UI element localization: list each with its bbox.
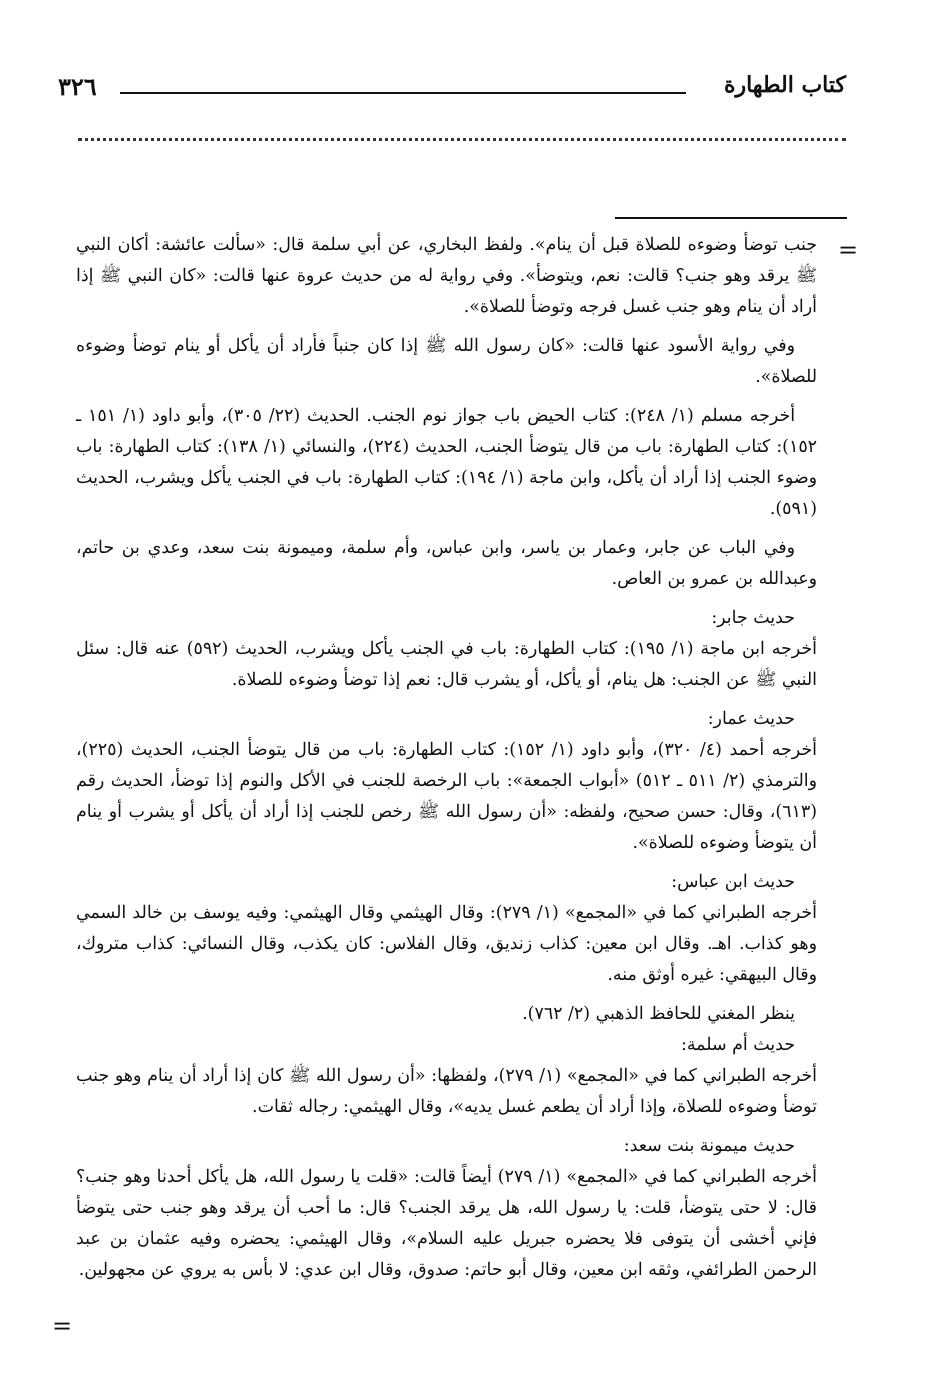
header-rule	[120, 92, 686, 94]
paragraph: وفي رواية الأسود عنها قالت: «كان رسول الله ﷺ إذا كان جنباً فأراد أن يأكل أو ينام توضأ وضوءه للصلاة».	[76, 336, 817, 387]
paragraph: أخرجه الطبراني كما في «المجمع» (١/ ٢٧٩): وقال الهيثمي وقال الهيثمي: وفيه يوسف بن خالد السمي وهو كذاب. اهـ. وقال ابن معين: كذاب زنديق، وقال الفلاس: كان يكذب، وقال النسائي: كذاب متروك، وقال البيهقي: غيره أوثق منه.	[76, 903, 817, 985]
paragraph: أخرجه الطبراني كما في «المجمع» (١/ ٢٧٩) أيضاً قالت: «قلت يا رسول الله، هل يأكل أحدنا وهو جنب؟ قال: لا حتى يتوضأ، قلت: يا رسول الله، هل يرقد الجنب؟ قال: ما أحب أن يرقد وهو جنب حتى يتوضأ فإني أخشى أن يتوفى فلا يحضره جبريل عليه السلام»، وقال الهيثمي: يحضره وفيه عثمان بن عبد الرحمن الطرائفي، وثقه ابن معين، وقال أبو حاتم: صدوق، وقال ابن عدي: لا بأس به يروي عن مجهولين.	[76, 1167, 817, 1280]
book-title: كتاب الطهارة	[723, 72, 846, 98]
paragraph: جنب توضأ وضوءه للصلاة قبل أن ينام». ولفظ البخاري، عن أبي سلمة قال: «سألت عائشة: أكان النبي ﷺ يرقد وهو جنب؟ قالت: نعم، ويتوضأ». وفي رواية له من حديث عروة عنها قالت: «كان النبي ﷺ إذا أراد أن ينام وهو جنب غسل فرجه وتوضأ للصلاة».	[76, 235, 817, 317]
section-heading: حديث عمار:	[707, 709, 795, 729]
running-header	[40, 68, 846, 108]
page-number: ٣٢٦	[58, 72, 97, 101]
paragraph: ينظر المغني للحافظ الذهبي (٢/ ٧٦٢).	[522, 1004, 795, 1024]
footnote-rule	[615, 217, 847, 219]
section-heading: حديث ابن عباس:	[671, 872, 795, 892]
paragraph: أخرجه مسلم (١/ ٢٤٨): كتاب الحيض باب جواز نوم الجنب. الحديث (٢٢/ ٣٠٥)، وأبو داود (١/ ١٥١ ـ ١٥٢): كتاب الطهارة: باب من قال يتوضأ الجنب، الحديث (٢٢٤)، والنسائي (١/ ١٣٨): كتاب الطهارة: باب وضوء الجنب إذا أراد أن يأكل، وابن ماجة (١/ ١٩٤): كتاب الطهارة: باب في الجنب يأكل ويشرب، الحديث (٥٩١).	[76, 406, 818, 519]
continuation-mark-top: =	[838, 236, 859, 264]
section-heading: حديث أم سلمة:	[680, 1035, 795, 1055]
section-heading: حديث ميمونة بنت سعد:	[623, 1136, 795, 1156]
continuation-mark-bottom: =	[52, 1312, 73, 1340]
dotted-separator	[78, 138, 846, 141]
paragraph: أخرجه ابن ماجة (١/ ١٩٥): كتاب الطهارة: باب في الجنب يأكل ويشرب، الحديث (٥٩٢) عنه قال: سئل النبي ﷺ عن الجنب: هل ينام، أو يأكل، أو يشرب قال: نعم إذا توضأ وضوءه للصلاة.	[76, 639, 817, 690]
footnote-text	[76, 230, 817, 1294]
section-heading: حديث جابر:	[711, 608, 795, 628]
paragraph: وفي الباب عن جابر، وعمار بن ياسر، وابن عباس، وأم سلمة، وميمونة بنت سعد، وعدي بن حاتم، وعبدالله بن عمرو بن العاص.	[76, 538, 817, 589]
paragraph: أخرجه الطبراني كما في «المجمع» (١/ ٢٧٩)، ولفظها: «أن رسول الله ﷺ كان إذا أراد أن ينام وهو جنب توضأ وضوءه للصلاة، وإذا أراد أن يطعم غسل يديه»، وقال الهيثمي: رجاله ثقات.	[76, 1066, 818, 1117]
paragraph: أخرجه أحمد (٤/ ٣٢٠)، وأبو داود (١/ ١٥٢): كتاب الطهارة: باب من قال يتوضأ الجنب، الحديث (٢٢٥)، والترمذي (٢/ ٥١١ ـ ٥١٢) «أبواب الجمعة»: باب الرخصة للجنب في الأكل والنوم إذا توضأ، الحديث رقم (٦١٣)، وقال: حسن صحيح، ولفظه: «أن رسول الله ﷺ رخص للجنب إذا أراد أن يأكل أو يشرب أو ينام أن يتوضأ وضوءه للصلاة».	[76, 740, 818, 853]
